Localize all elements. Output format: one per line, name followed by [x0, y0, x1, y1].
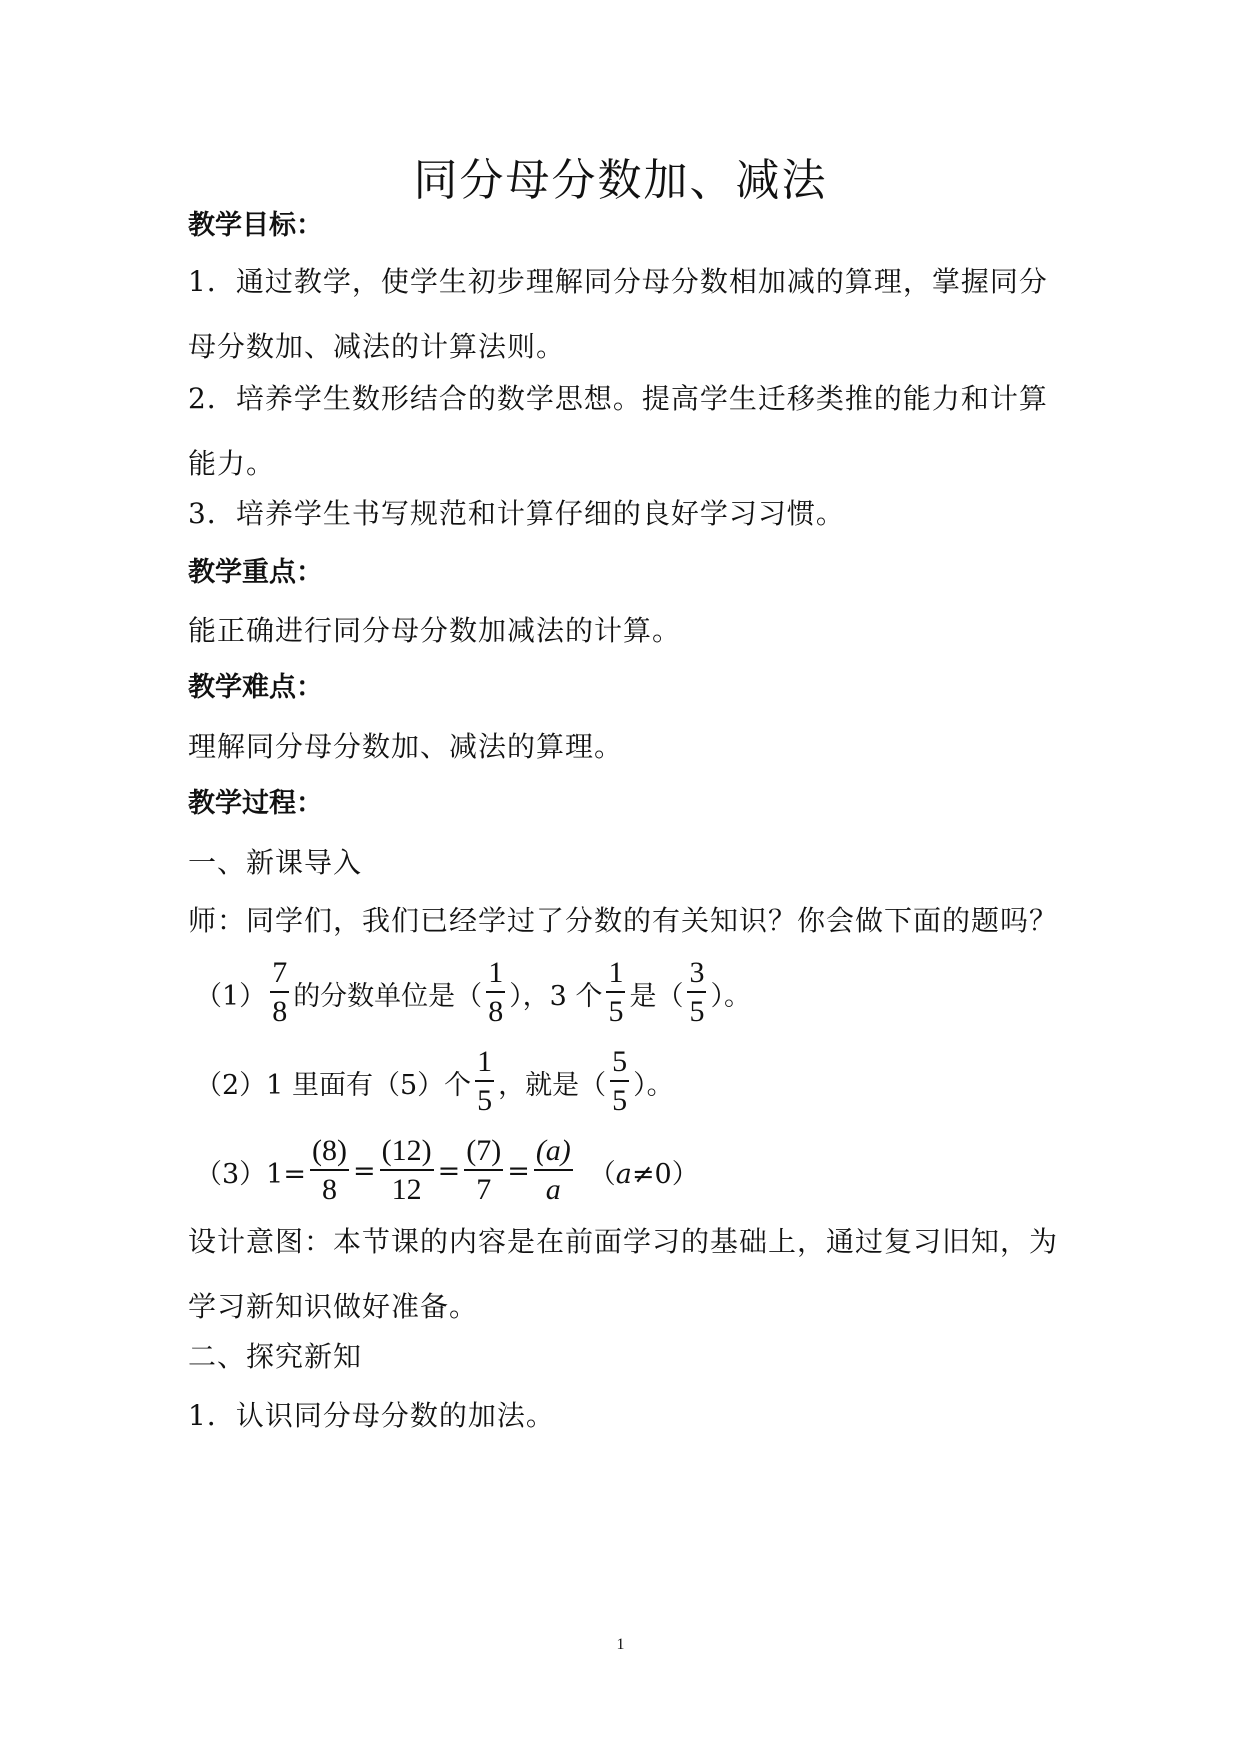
fraction: $\frac{(a)}{a}$ [535, 1134, 571, 1206]
goals-heading: 教学目标： [188, 210, 323, 241]
equals-sign: = [437, 1155, 461, 1187]
goal-1: 1．通过教学，使学生初步理解同分母分数相加减的算理，掌握同分母分数加、减法的计算法则。 [188, 265, 1048, 363]
question-3 [195, 1133, 699, 1209]
equals-sign: = [352, 1155, 376, 1187]
q1-label: （1） [195, 980, 267, 1012]
page-number: 1 [616, 1636, 625, 1653]
equals-sign: = [507, 1155, 530, 1187]
fraction: $\frac{1}{8}$ [488, 956, 504, 1028]
teacher-line: 师：同学们，我们已经学过了分数的有关知识？你会做下面的题吗？ [188, 904, 1059, 937]
fraction: $\frac{1}{5}$ [477, 1045, 493, 1117]
key-text: 能正确进行同分母分数加减法的计算。 [188, 614, 682, 647]
difficulty-text: 理解同分母分数加、减法的算理。 [188, 730, 624, 763]
q1-text-1: 的分数单位是（ [293, 980, 483, 1012]
difficulty-heading: 教学难点： [188, 672, 323, 703]
question-2 [195, 1044, 674, 1120]
section-1-heading: 一、新课导入 [188, 846, 363, 879]
q3-label: （3）1= [195, 1158, 306, 1190]
fraction: $\frac{5}{5}$ [612, 1045, 628, 1117]
item-1: 1．认识同分母分数的加法。 [188, 1399, 555, 1432]
key-heading: 教学重点： [188, 557, 323, 588]
q3-condition: （a≠0） [588, 1158, 699, 1190]
goal-3: 3．培养学生书写规范和计算仔细的良好学习习惯。 [188, 497, 845, 530]
design-intent: 设计意图：本节课的内容是在前面学习的基础上，通过复习旧知，为学习新知识做好准备。 [188, 1225, 1059, 1323]
question-1 [195, 955, 751, 1031]
fraction: $\frac{(12)}{12}$ [381, 1134, 432, 1206]
fraction: $\frac{3}{5}$ [689, 956, 705, 1028]
fraction: $\frac{(7)}{7}$ [466, 1134, 502, 1206]
q1-text-4: ）。 [710, 980, 751, 1012]
q1-text-3: 是（ [629, 980, 684, 1012]
document-title: 同分母分数加、减法 [413, 155, 828, 206]
fraction: $\frac{1}{5}$ [608, 956, 624, 1028]
q2-text-2: ）。 [633, 1069, 674, 1101]
process-heading: 教学过程： [188, 788, 323, 819]
goal-2: 2．培养学生数形结合的数学思想。提高学生迁移类推的能力和计算能力。 [188, 382, 1048, 480]
fraction: $\frac{7}{8}$ [272, 956, 288, 1028]
section-2-heading: 二、探究新知 [188, 1340, 363, 1373]
q2-label: （2）1 里面有（5）个 [195, 1069, 472, 1101]
q1-text-2: ），3 个 [509, 980, 603, 1012]
fraction: $\frac{(8)}{8}$ [311, 1134, 347, 1206]
q2-text-1: ，就是（ [498, 1069, 607, 1101]
